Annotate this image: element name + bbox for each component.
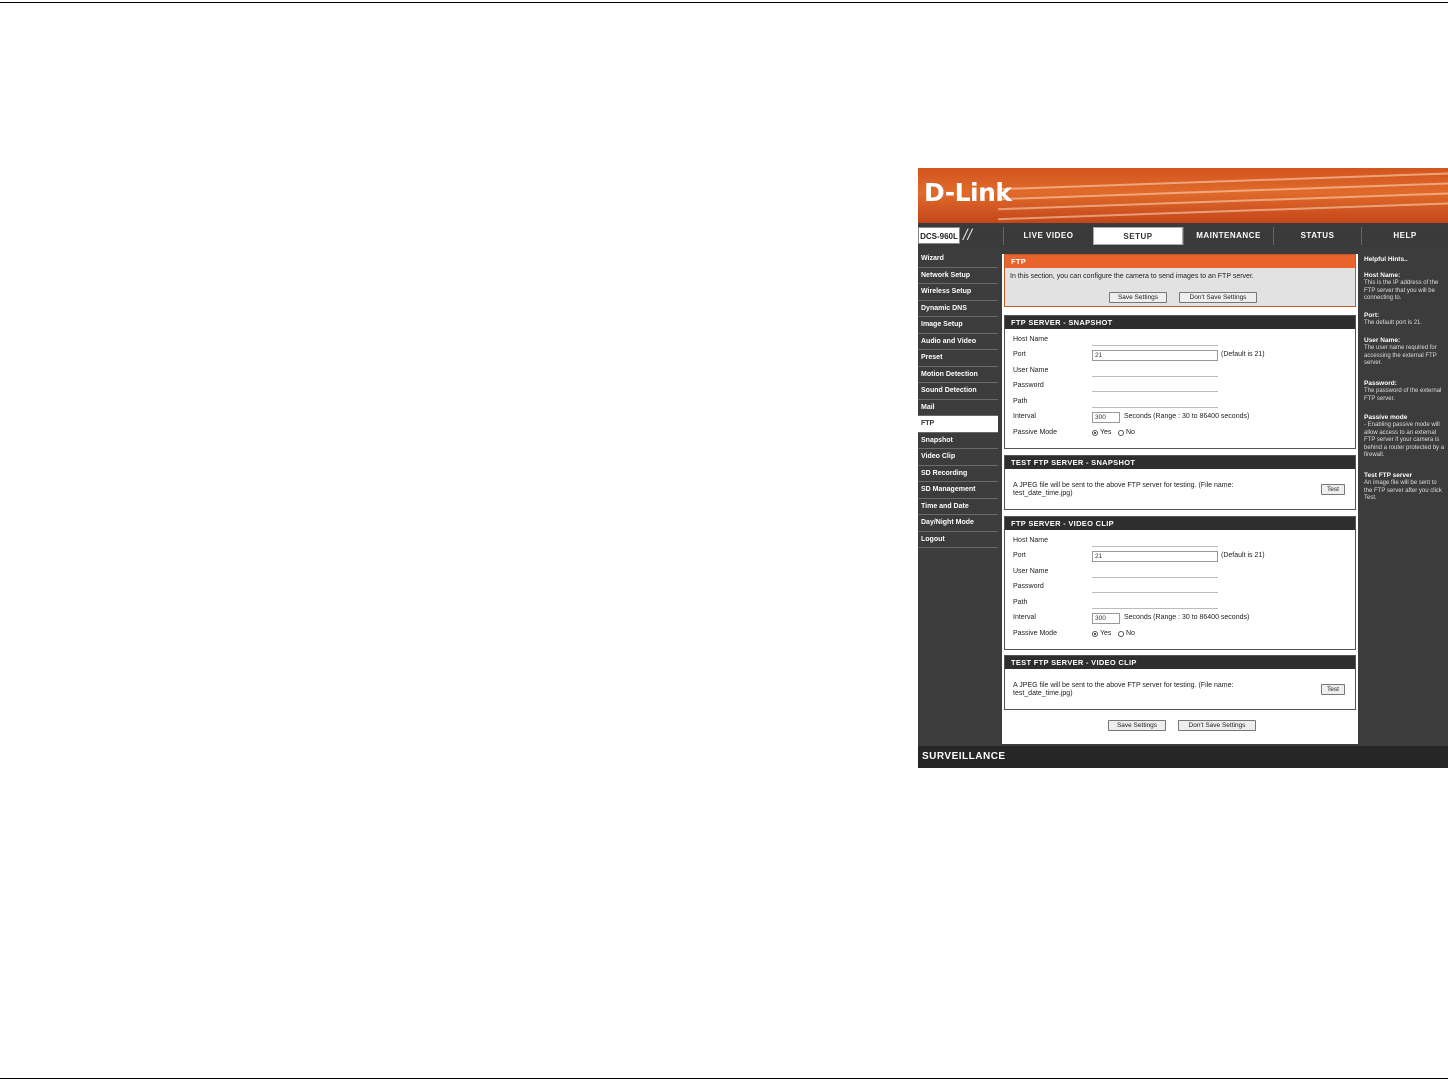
- vc-port-input[interactable]: 21: [1092, 551, 1218, 562]
- footer-bar: [918, 746, 1448, 768]
- host-name-label: Host Name: [1013, 336, 1049, 343]
- tab-setup[interactable]: SETUP: [1093, 227, 1183, 245]
- sidebar-item-dynamic-dns[interactable]: Dynamic DNS: [918, 301, 998, 318]
- save-settings-button-top[interactable]: Save Settings: [1109, 292, 1167, 303]
- vc-passive-mode-label: Passive Mode: [1013, 630, 1057, 637]
- tab-help[interactable]: HELP: [1361, 227, 1448, 245]
- port-default-hint: (Default is 21): [1221, 351, 1265, 358]
- vc-user-name-input[interactable]: [1092, 577, 1218, 578]
- vc-path-input[interactable]: [1092, 608, 1218, 609]
- sidebar-menu: [918, 251, 1000, 548]
- help-host-title: Host Name:: [1364, 272, 1401, 279]
- tab-maintenance[interactable]: MAINTENANCE: [1183, 227, 1273, 245]
- dlink-logo: D-Link: [924, 178, 1012, 207]
- passive-no-radio[interactable]: [1118, 430, 1124, 436]
- host-name-input[interactable]: [1092, 345, 1218, 346]
- sidebar-item-wireless-setup[interactable]: Wireless Setup: [918, 284, 998, 301]
- password-input[interactable]: [1092, 391, 1218, 392]
- main-content: [1002, 254, 1358, 744]
- sidebar-item-logout[interactable]: Logout: [918, 532, 998, 549]
- dont-save-button-top[interactable]: Don't Save Settings: [1179, 292, 1257, 303]
- vc-password-label: Password: [1013, 583, 1044, 590]
- ftp-videoclip-section: [1004, 516, 1356, 650]
- test-snapshot-text-1: A JPEG file will be sent to the above FTP server for testing. (File name:: [1013, 482, 1234, 489]
- help-host-desc: This is the IP address of the FTP server that you will be connecting to.: [1364, 280, 1439, 301]
- sidebar-item-sound-detection[interactable]: Sound Detection: [918, 383, 998, 400]
- passive-mode-label: Passive Mode: [1013, 429, 1057, 436]
- ftp-intro-section: [1004, 254, 1356, 307]
- vc-host-name-label: Host Name: [1013, 537, 1049, 544]
- test-videoclip-text-2: test_date_time.jpg): [1013, 690, 1073, 697]
- tab-status[interactable]: STATUS: [1273, 227, 1361, 245]
- vc-password-input[interactable]: [1092, 592, 1218, 593]
- help-user-desc: The user name required for accessing the external FTP server.: [1364, 345, 1437, 366]
- port-input[interactable]: 21: [1092, 350, 1218, 361]
- vc-path-label: Path: [1013, 599, 1028, 606]
- help-heading: Helpful Hints..: [1364, 256, 1408, 263]
- test-snapshot-button[interactable]: Test: [1321, 484, 1345, 495]
- sidebar-item-wizard[interactable]: Wizard: [918, 251, 998, 268]
- sidebar-item-ftp[interactable]: FTP: [918, 416, 998, 433]
- sidebar-item-preset[interactable]: Preset: [918, 350, 998, 367]
- test-snapshot-title: TEST FTP SERVER - SNAPSHOT: [1005, 456, 1355, 469]
- help-password-title: Password:: [1364, 380, 1397, 387]
- help-test-desc: An image file will be sent to the FTP server after you click Test.: [1364, 480, 1442, 501]
- sidebar-item-sd-recording[interactable]: SD Recording: [918, 466, 998, 483]
- vc-passive-no-label: No: [1126, 630, 1135, 637]
- interval-label: Interval: [1013, 413, 1036, 420]
- vc-interval-range-hint: Seconds (Range : 30 to 86400 seconds): [1124, 614, 1250, 621]
- ftp-snapshot-section: [1004, 315, 1356, 449]
- sidebar-item-snapshot[interactable]: Snapshot: [918, 433, 998, 450]
- test-videoclip-text-1: A JPEG file will be sent to the above FTP server for testing. (File name:: [1013, 682, 1234, 689]
- passive-yes-radio[interactable]: [1092, 430, 1098, 436]
- model-label: DCS-960L: [918, 227, 960, 244]
- snapshot-section-title: FTP SERVER - SNAPSHOT: [1005, 316, 1355, 329]
- help-port-desc: The default port is 21.: [1364, 320, 1423, 326]
- top-rule: [0, 2, 1448, 3]
- help-passive-title: Passive mode: [1364, 414, 1408, 421]
- save-settings-button-bottom[interactable]: Save Settings: [1108, 720, 1166, 731]
- test-snapshot-section: [1004, 455, 1356, 510]
- top-nav: [918, 225, 1448, 247]
- sidebar-item-sd-management[interactable]: SD Management: [918, 482, 998, 499]
- sidebar-item-time-date[interactable]: Time and Date: [918, 499, 998, 516]
- videoclip-section-title: FTP SERVER - VIDEO CLIP: [1005, 517, 1355, 530]
- vc-interval-label: Interval: [1013, 614, 1036, 621]
- sidebar-item-motion-detection[interactable]: Motion Detection: [918, 367, 998, 384]
- help-test-title: Test FTP server: [1364, 472, 1413, 479]
- passive-yes-label: Yes: [1100, 429, 1112, 436]
- help-port-title: Port:: [1364, 312, 1380, 319]
- vc-passive-yes-label: Yes: [1100, 630, 1112, 637]
- path-input[interactable]: [1092, 407, 1218, 408]
- port-label: Port: [1013, 351, 1026, 358]
- sidebar-item-network-setup[interactable]: Network Setup: [918, 268, 998, 285]
- help-user-title: User Name:: [1364, 337, 1401, 344]
- sidebar-item-image-setup[interactable]: Image Setup: [918, 317, 998, 334]
- vc-user-name-label: User Name: [1013, 568, 1049, 575]
- user-name-label: User Name: [1013, 367, 1049, 374]
- dont-save-button-bottom[interactable]: Don't Save Settings: [1178, 720, 1256, 731]
- sidebar-item-mail[interactable]: Mail: [918, 400, 998, 417]
- vc-interval-input[interactable]: 300: [1092, 613, 1120, 624]
- vc-port-default-hint: (Default is 21): [1221, 552, 1265, 559]
- test-videoclip-title: TEST FTP SERVER - VIDEO CLIP: [1005, 656, 1355, 669]
- divider-slashes: //: [963, 227, 972, 244]
- user-name-input[interactable]: [1092, 376, 1218, 377]
- test-snapshot-text-2: test_date_time.jpg): [1013, 490, 1073, 497]
- help-passive-desc: - Enabling passive mode will allow access to an external FTP server if your camera is behind a router protected by a firewall.: [1364, 422, 1445, 458]
- ftp-title: FTP: [1005, 255, 1355, 268]
- vc-port-label: Port: [1013, 552, 1026, 559]
- bottom-rule: [0, 1078, 1448, 1079]
- sidebar-item-audio-video[interactable]: Audio and Video: [918, 334, 998, 351]
- ftp-description: In this section, you can configure the camera to send images to an FTP server.: [1010, 273, 1254, 280]
- help-password-desc: The password of the external FTP server.: [1364, 388, 1442, 402]
- test-videoclip-button[interactable]: Test: [1321, 684, 1345, 695]
- test-videoclip-section: [1004, 655, 1356, 710]
- interval-range-hint: Seconds (Range : 30 to 86400 seconds): [1124, 413, 1250, 420]
- vc-passive-no-radio[interactable]: [1118, 631, 1124, 637]
- vc-host-name-input[interactable]: [1092, 546, 1218, 547]
- sidebar-item-day-night[interactable]: Day/Night Mode: [918, 515, 998, 532]
- vc-passive-yes-radio[interactable]: [1092, 631, 1098, 637]
- footer-brand: SURVEILLANCE: [922, 751, 1006, 762]
- tab-live-video[interactable]: LIVE VIDEO: [1003, 227, 1093, 245]
- path-label: Path: [1013, 398, 1028, 405]
- brand-banner: [918, 168, 1448, 223]
- sidebar-item-video-clip[interactable]: Video Clip: [918, 449, 998, 466]
- interval-input[interactable]: 300: [1092, 412, 1120, 423]
- passive-no-label: No: [1126, 429, 1135, 436]
- password-label: Password: [1013, 382, 1044, 389]
- camera-web-ui: [918, 168, 1448, 768]
- help-panel: [1362, 254, 1448, 744]
